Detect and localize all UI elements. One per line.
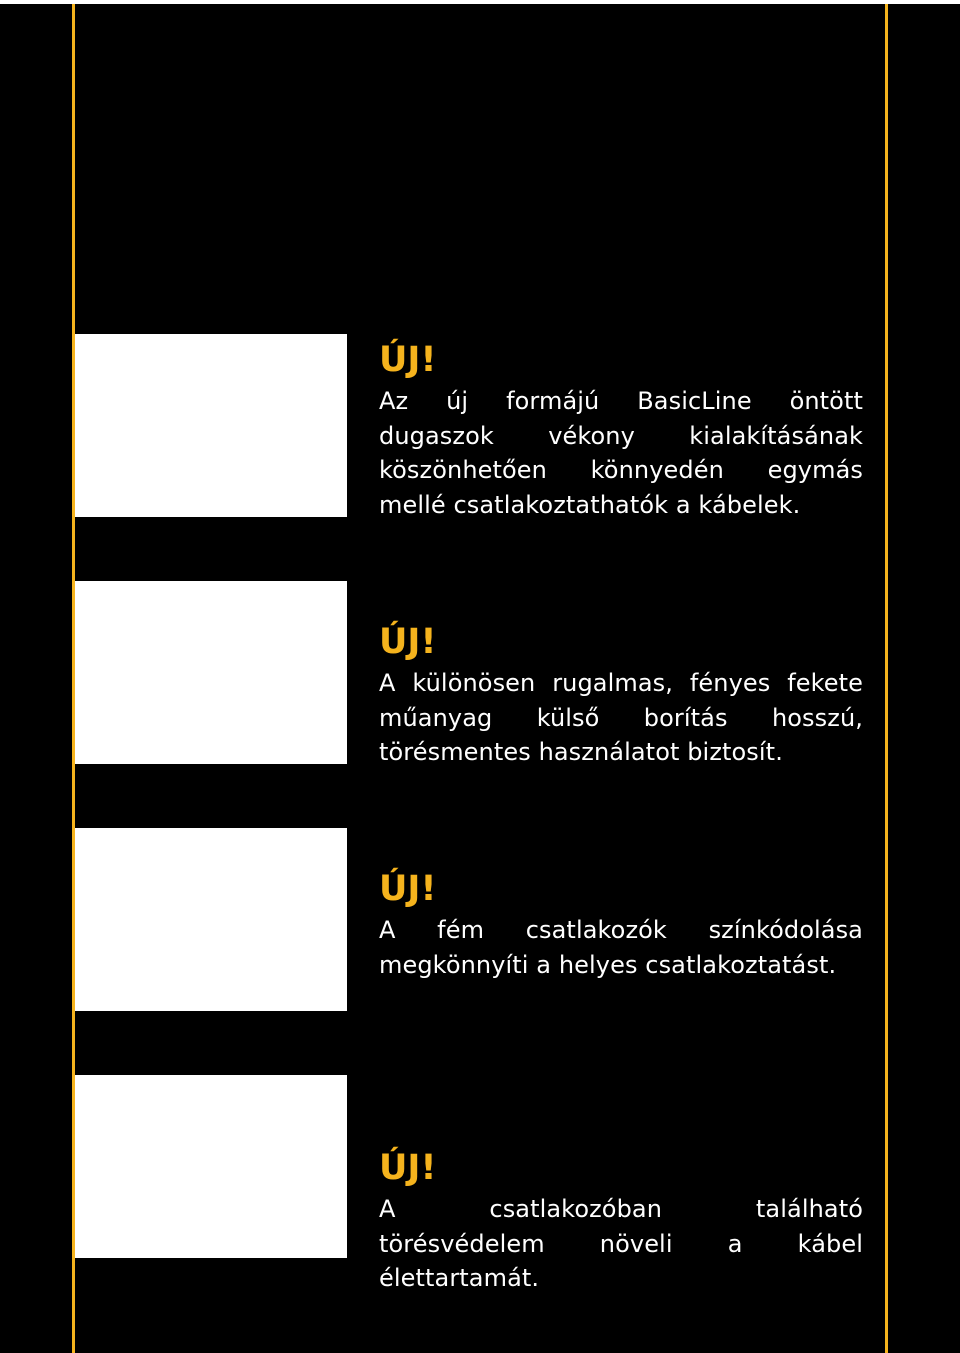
new-badge: ÚJ!	[379, 1148, 437, 1188]
new-badge: ÚJ!	[379, 869, 437, 909]
feature-block-3	[379, 869, 863, 982]
feature-description: A fém csatlakozók színkódolása megkönnyíti a helyes csatlakoztatást.	[379, 916, 863, 979]
feature-block-2	[379, 622, 863, 770]
right-gold-border-line	[885, 4, 888, 1353]
top-white-strip	[0, 0, 960, 4]
product-image-3	[75, 828, 347, 1011]
feature-block-4	[379, 1148, 863, 1296]
new-badge: ÚJ!	[379, 622, 437, 662]
feature-block-1	[379, 340, 863, 522]
feature-description: Az új formájú BasicLine öntött dugaszok vékony kialakításának köszönhetően könnyedén egymás mellé csatlakoztathatók a kábelek.	[379, 387, 863, 519]
feature-description: A különösen rugalmas, fényes fekete műanyag külső borítás hosszú, törésmentes használatot biztosít.	[379, 669, 863, 766]
product-image-4	[75, 1075, 347, 1258]
product-image-1	[75, 334, 347, 517]
feature-description: A csatlakozóban található törésvédelem növeli a kábel élettartamát.	[379, 1195, 863, 1292]
product-image-2	[75, 581, 347, 764]
new-badge: ÚJ!	[379, 340, 437, 380]
